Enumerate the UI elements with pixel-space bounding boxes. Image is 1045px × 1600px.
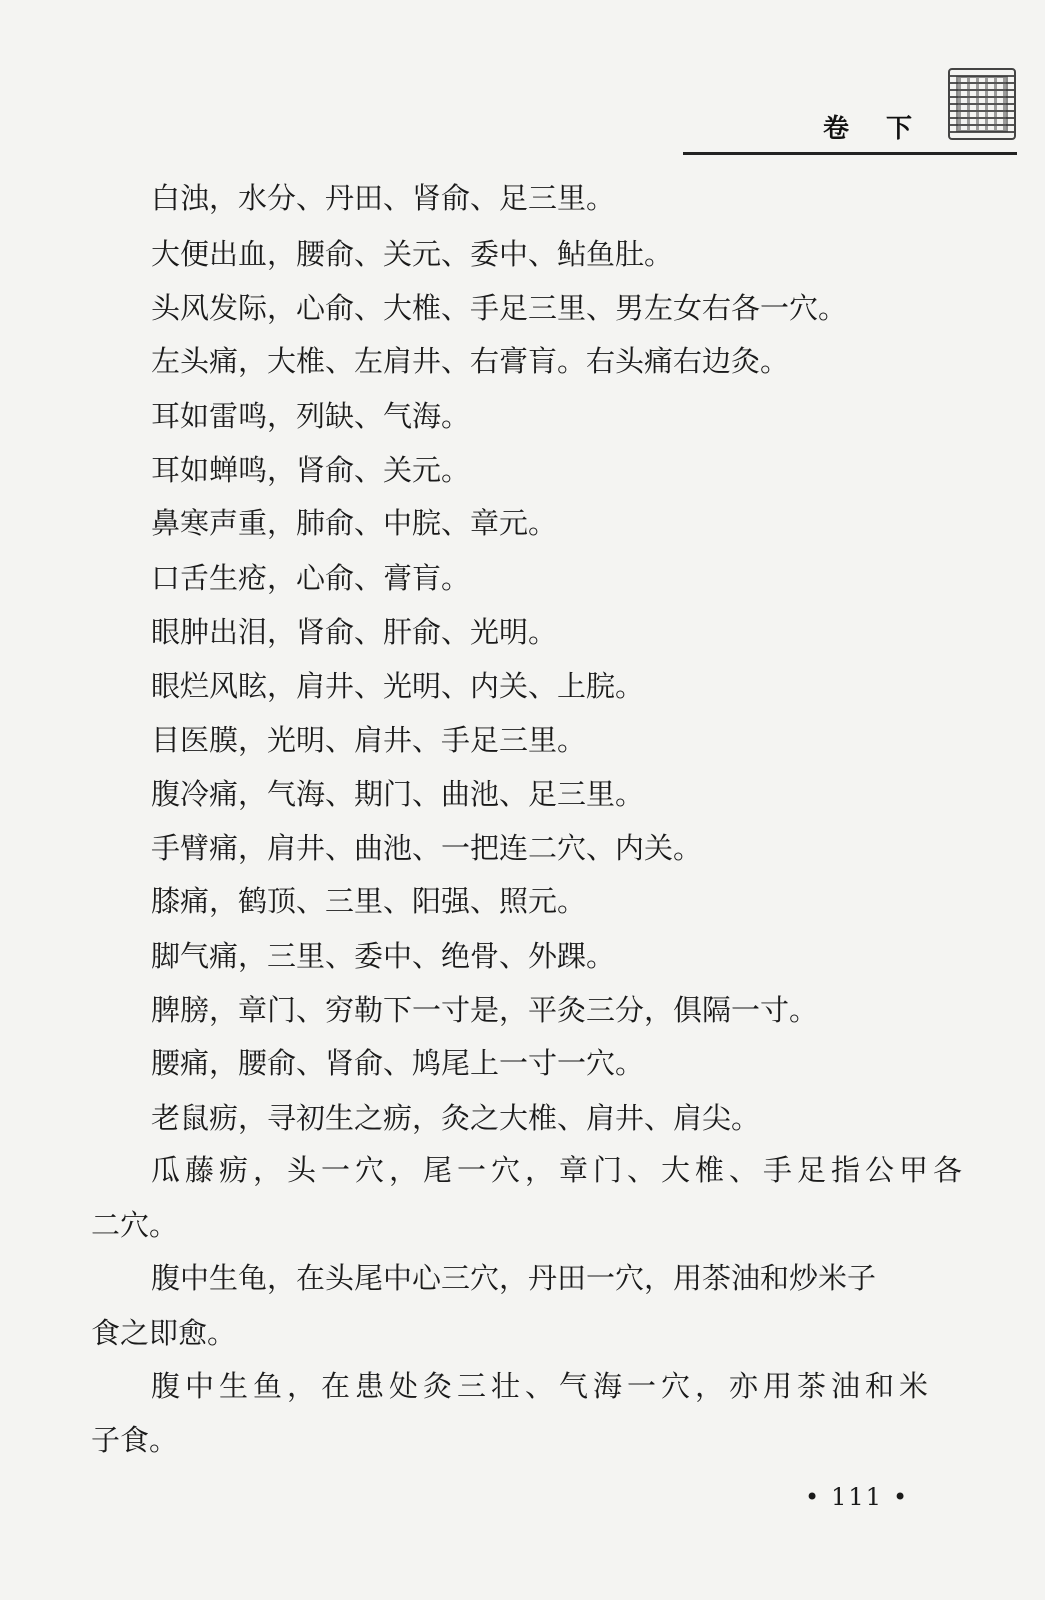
text-line: 耳如蝉鸣，肾俞、关元。 [151,453,471,487]
text-line: 腹冷痛，气海、期门、曲池、足三里。 [151,777,645,811]
text-line: 瓜藤疬，头一穴，尾一穴，章门、大椎、手足指公甲各 [151,1153,968,1187]
page-number: 111 [831,1483,883,1511]
text-line: 子食。 [91,1423,179,1457]
text-line: 左头痛，大椎、左肩井、右膏肓。右头痛右边灸。 [151,344,790,378]
text-line: 食之即愈。 [91,1316,237,1350]
text-line: 脾膀，章门、穷勒下一寸是，平灸三分，俱隔一寸。 [151,993,819,1027]
running-header [683,68,1017,156]
footer-dot-left: • [805,1483,822,1511]
text-line: 头风发际，心俞、大椎、手足三里、男左女右各一穴。 [151,291,848,325]
text-line: 膝痛，鹤顶、三里、阳强、照元。 [151,884,587,918]
text-line: 腰痛，腰俞、肾俞、鸠尾上一寸一穴。 [151,1046,645,1080]
page-footer [795,1483,919,1511]
text-line: 鼻寒声重，肺俞、中脘、章元。 [151,506,558,540]
text-line: 眼烂风眩，肩井、光明、内关、上脘。 [151,669,645,703]
text-line: 二穴。 [91,1208,179,1242]
footer-dot-right: • [892,1483,910,1511]
text-line: 手臂痛，肩井、曲池、一把连二穴、内关。 [151,831,703,865]
text-line: 腹中生鱼，在患处灸三壮、气海一穴，亦用茶油和米 [151,1369,934,1403]
text-line: 老鼠疬，寻初生之疬，灸之大椎、肩井、肩尖。 [151,1101,761,1135]
text-line: 口舌生疮，心俞、膏肓。 [151,561,471,595]
text-line: 白浊，水分、丹田、肾俞、足三里。 [151,181,616,215]
chapter-title: 卷 下 [823,114,927,144]
text-line: 腹中生龟，在头尾中心三穴，丹田一穴，用茶油和炒米子 [151,1261,877,1295]
text-line: 脚气痛，三里、委中、绝骨、外踝。 [151,939,616,973]
text-line: 目医膜，光明、肩井、手足三里。 [151,723,587,757]
seal-stamp-icon [948,68,1016,140]
text-line: 眼肿出泪，肾俞、肝俞、光明。 [151,615,558,649]
header-rule [683,152,1017,155]
text-line: 大便出血，腰俞、关元、委中、鲇鱼肚。 [151,237,674,271]
text-line: 耳如雷鸣，列缺、气海。 [151,399,471,433]
